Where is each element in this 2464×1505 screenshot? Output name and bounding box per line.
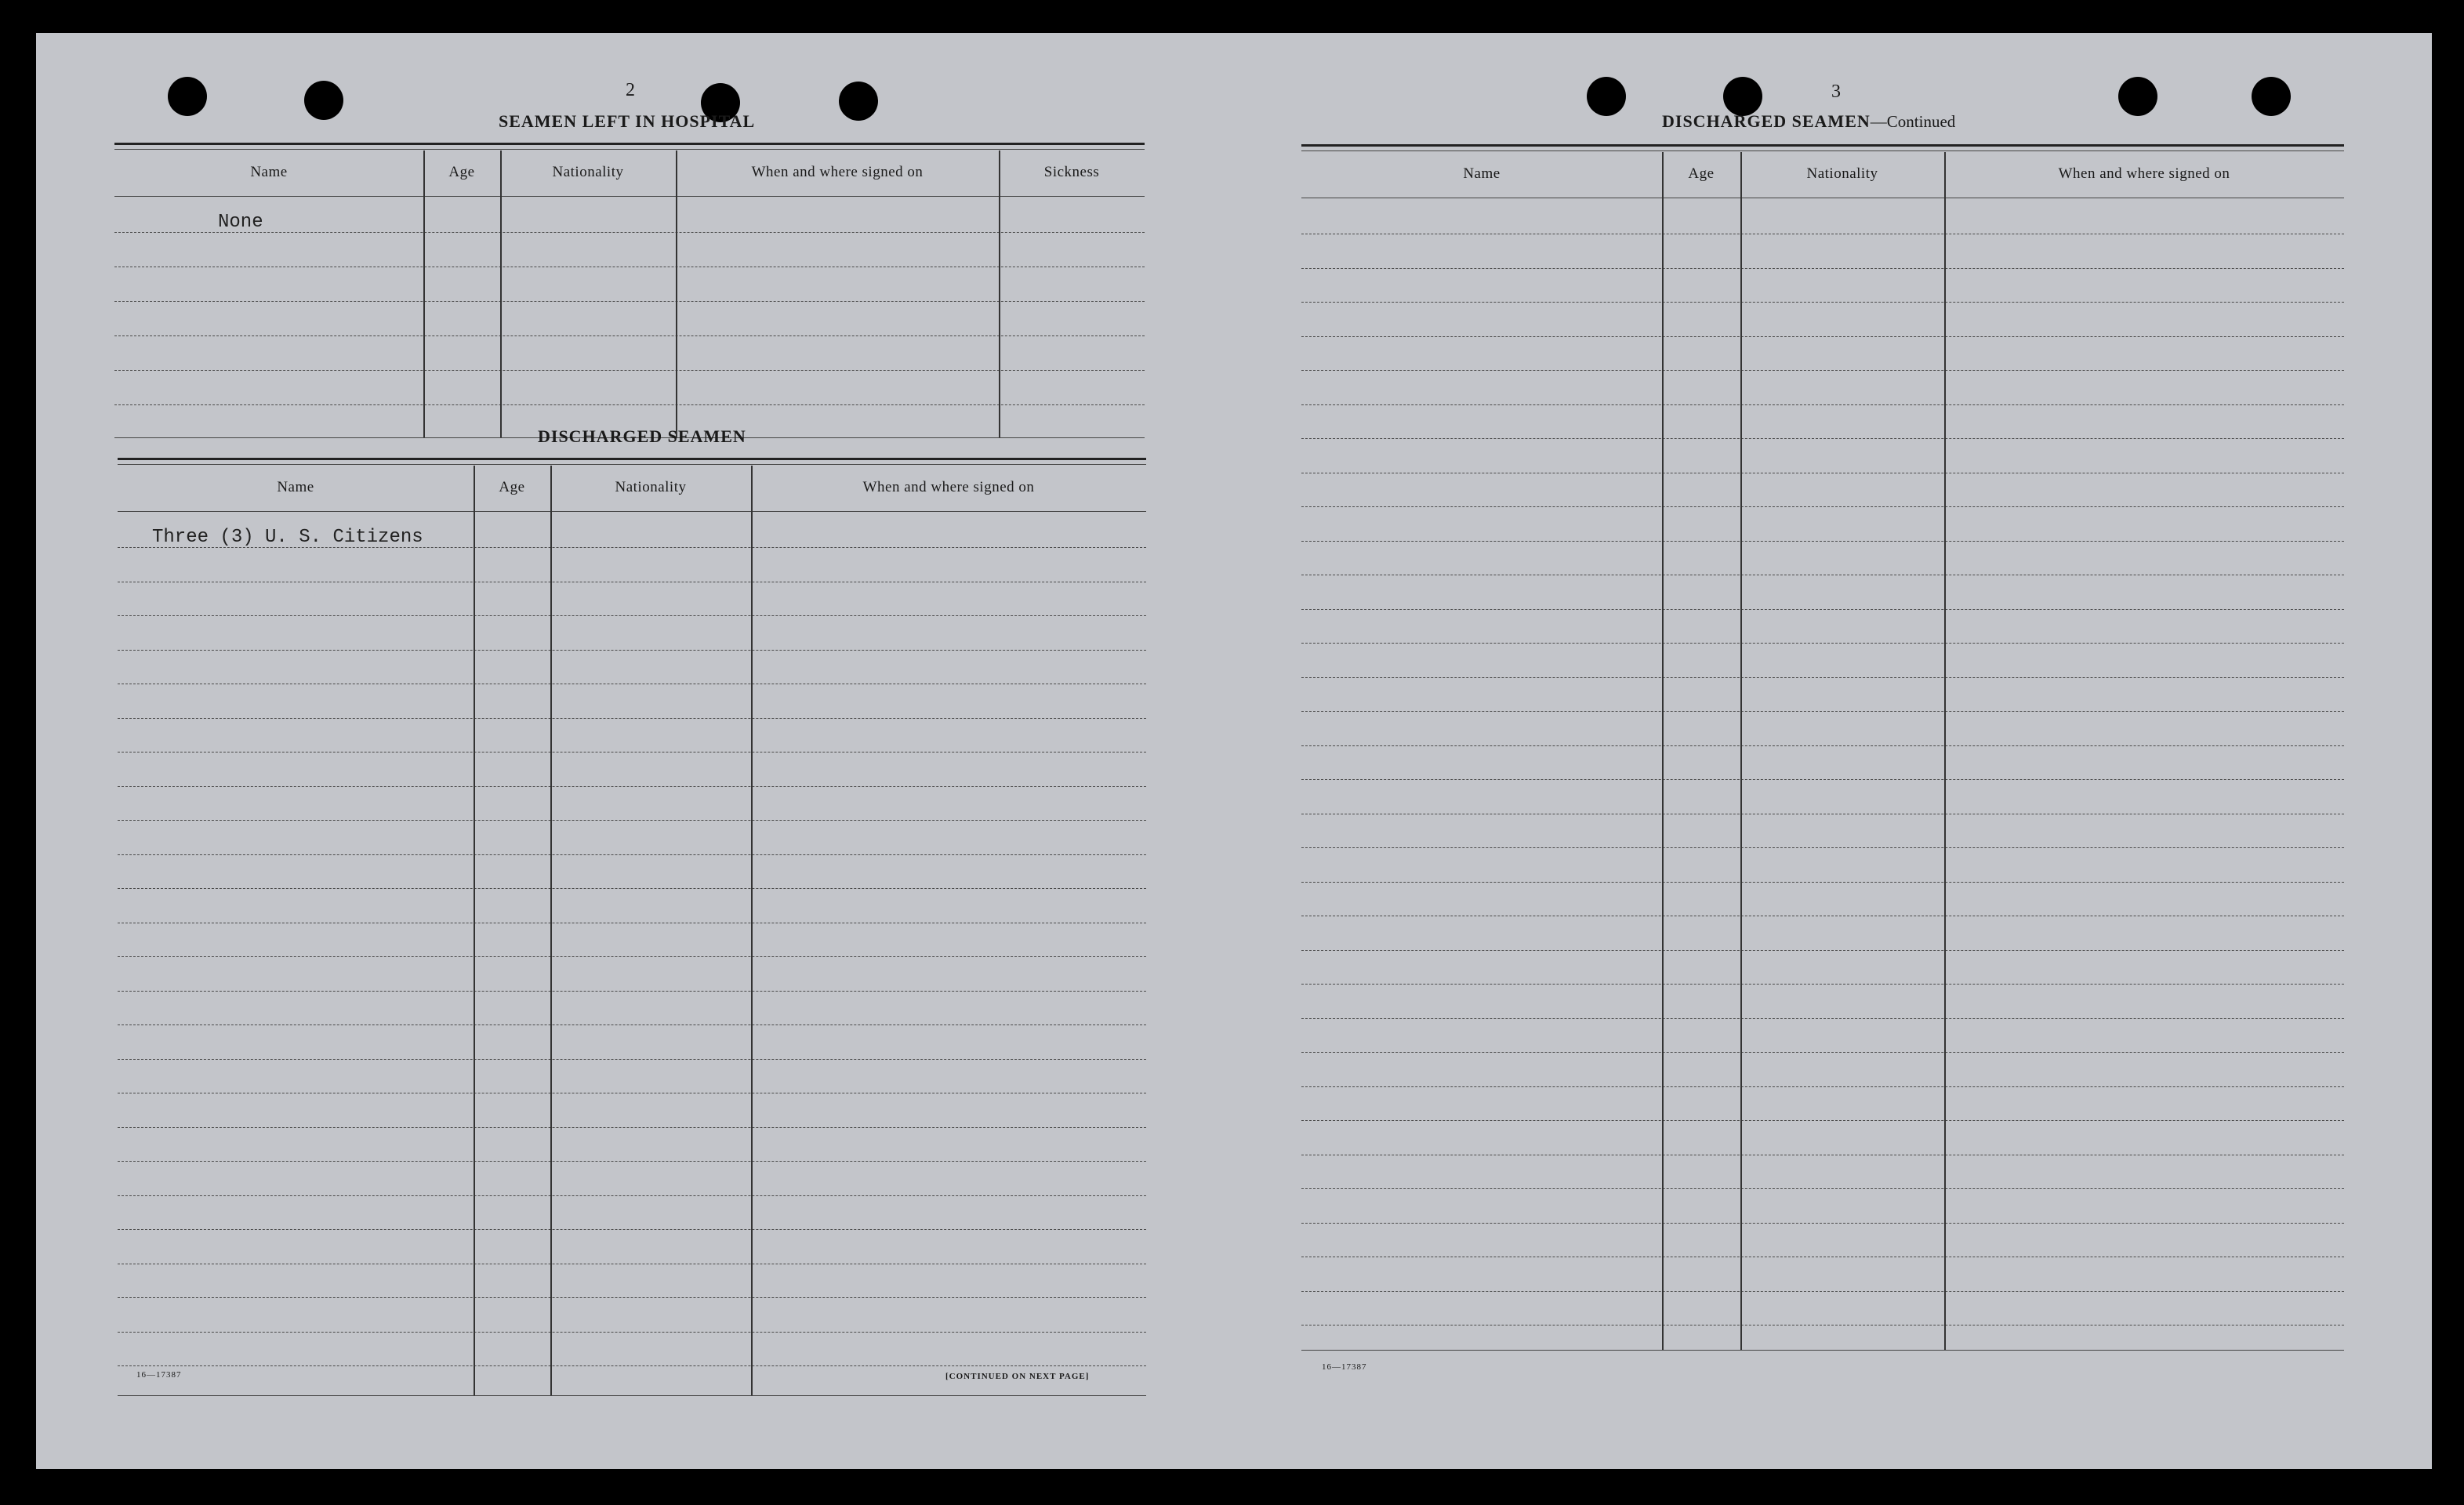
row-rule — [118, 888, 1146, 889]
column-header-sickness: Sickness — [1043, 164, 1100, 180]
page-number-right: 3 — [1831, 82, 1841, 102]
form-number-left: 16—17387 — [136, 1370, 182, 1380]
row-rule — [1301, 1223, 2344, 1224]
row-rule — [1301, 506, 2344, 507]
row-rule — [1301, 609, 2344, 610]
row-rule — [1301, 1086, 2344, 1087]
column-header-name: Name — [1463, 165, 1501, 182]
row-rule — [1301, 643, 2344, 644]
hospital-table — [114, 143, 1145, 444]
row-rule — [118, 820, 1146, 821]
row-rule — [1301, 1291, 2344, 1292]
punch-hole — [2118, 77, 2157, 116]
punch-hole — [304, 81, 343, 120]
column-header-name: Name — [250, 164, 288, 180]
row-rule — [118, 615, 1146, 616]
title-main: DISCHARGED SEAMEN — [1662, 111, 1871, 131]
row-rule — [1301, 1018, 2344, 1019]
discharged-table-right — [1301, 144, 2344, 1398]
row-rule — [1301, 984, 2344, 985]
row-rule — [1301, 1120, 2344, 1121]
row-rule — [1301, 745, 2344, 746]
row-rule — [1301, 302, 2344, 303]
row-rule — [118, 1024, 1146, 1025]
row-rule — [1301, 779, 2344, 780]
row-rule — [118, 991, 1146, 992]
row-rule — [118, 1365, 1146, 1366]
continued-note: [CONTINUED ON NEXT PAGE] — [945, 1372, 1090, 1381]
row-rule — [1301, 882, 2344, 883]
form-number-right: 16—17387 — [1322, 1362, 1367, 1372]
row-rule — [118, 1127, 1146, 1128]
punch-hole — [1723, 77, 1762, 116]
punch-hole — [2252, 77, 2291, 116]
column-header-signed-on: When and where signed on — [862, 479, 1035, 495]
discharged-table-left — [118, 458, 1146, 1398]
row-rule — [1301, 268, 2344, 269]
row-rule — [1301, 370, 2344, 371]
hospital-entry: None — [218, 212, 263, 233]
column-header-signed-on: When and where signed on — [751, 164, 924, 180]
column-header-age: Age — [448, 164, 475, 180]
row-rule — [118, 1297, 1146, 1298]
column-header-nationality: Nationality — [615, 479, 687, 495]
row-rule — [1301, 438, 2344, 439]
row-rule — [1301, 404, 2344, 405]
row-rule — [1301, 1188, 2344, 1189]
row-rule — [118, 786, 1146, 787]
discharged-continued-title — [1662, 111, 1955, 132]
discharged-section-title: DISCHARGED SEAMEN — [538, 426, 746, 446]
document-sheet — [36, 33, 2432, 1469]
row-rule — [1301, 711, 2344, 712]
hospital-section-title: SEAMEN LEFT IN HOSPITAL — [499, 111, 756, 131]
row-rule — [1301, 847, 2344, 848]
row-rule — [1301, 1052, 2344, 1053]
column-header-age: Age — [499, 479, 525, 495]
column-header-name: Name — [277, 479, 314, 495]
row-rule — [118, 650, 1146, 651]
title-suffix: —Continued — [1870, 112, 1956, 131]
row-rule — [118, 1195, 1146, 1196]
row-rule — [118, 956, 1146, 957]
row-rule — [1301, 950, 2344, 951]
row-rule — [118, 1332, 1146, 1333]
row-rule — [118, 1059, 1146, 1060]
discharged-entry: Three (3) U. S. Citizens — [152, 527, 423, 548]
punch-hole — [1587, 77, 1626, 116]
row-rule — [118, 1229, 1146, 1230]
column-header-age: Age — [1688, 165, 1715, 182]
column-header-nationality: Nationality — [1806, 165, 1878, 182]
punch-hole — [839, 82, 878, 121]
row-rule — [1301, 677, 2344, 678]
row-rule — [118, 854, 1146, 855]
row-rule — [1301, 541, 2344, 542]
column-header-nationality: Nationality — [552, 164, 624, 180]
page-number-left: 2 — [626, 80, 635, 100]
row-rule — [118, 718, 1146, 719]
row-rule — [118, 1161, 1146, 1162]
punch-hole — [168, 77, 207, 116]
row-rule — [1301, 336, 2344, 337]
column-header-signed-on: When and where signed on — [2058, 165, 2230, 182]
